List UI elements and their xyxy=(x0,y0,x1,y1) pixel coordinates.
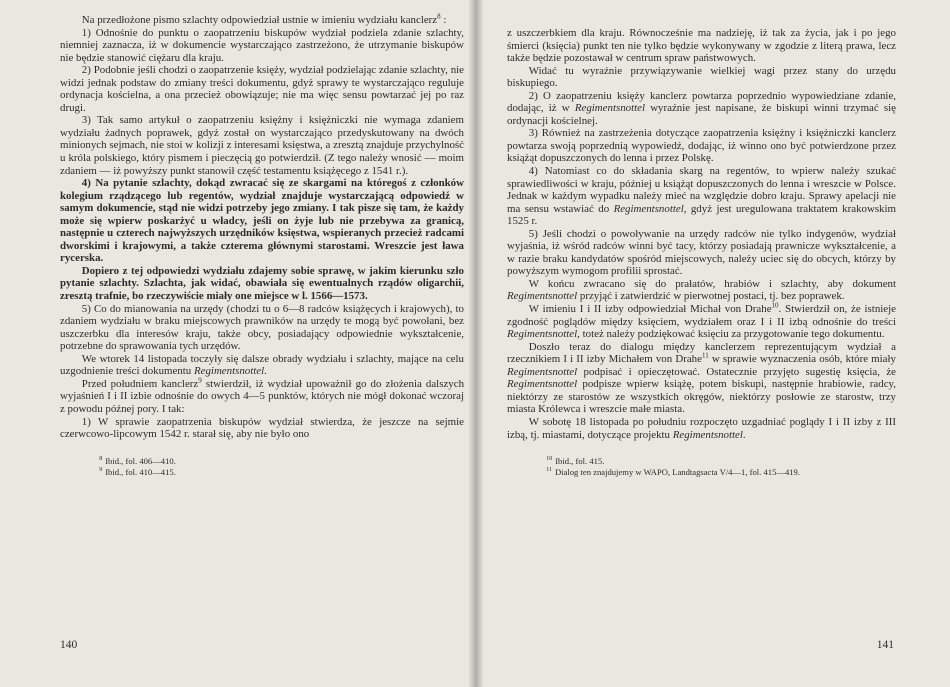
page-number: 141 xyxy=(876,639,894,651)
footnotes xyxy=(507,456,896,478)
paragraph: W imieniu I i II izby odpowiedział Michał von Drahe$^{10}$. Stwierdził on, że istnieje zgodność poglądów między księciem, wydziałem oraz I i II izbą odnośnie do treści Regimentsnottel, toteż należy podziękować księciu za przygotowanie tego dokumentu. xyxy=(507,301,896,341)
footnote-ref: 11 xyxy=(701,351,709,360)
paragraph: 4) Na pytanie szlachty, dokąd zwracać się ze skargami na któregoś z członków kolegium rządzącego lub regentów, wydział znajduje wystarczającą odpowiedź w samym dokumencie, stąd nie widzi potrzeby jego zmiany. I tak pisze się tam, że każdy może się wpierw poskarżyć u władcy, jeśli on żyje lub nie przebywa za granicą, następnie u czterech najwyższych urzędników księstwa, wspieranych przecież radcami dworskimi i krajowymi, a także czterema głównymi starostami. Wreszcie jest ława rycerska. xyxy=(60,177,464,265)
left-body-text xyxy=(60,14,464,441)
paragraph: W sobotę 18 listopada po południu rozpoczęto uzgadniać poglądy I i II izby z III izbą, tj. miastami, dotyczące projektu Regimentsnottel. xyxy=(507,415,896,441)
right-page xyxy=(476,0,950,687)
emphasis: Regimentsnottel xyxy=(613,202,684,215)
paragraph: 2) Podobnie jeśli chodzi o zaopatrzenie księży, wydział podzielając zdanie szlachty, nie widzi jednak podstaw do zmiany treści dokumentu, gdyż sprawy te wystarczająco reguluje ordynacja kościelna, a ona przecież obowiązuje; nie ma więc sensu powtarzać jej po raz drugi. xyxy=(60,64,464,114)
emphasis: Regimentsnottel xyxy=(574,102,646,115)
paragraph: 2) O zaopatrzeniu księży kanclerz powtarza poprzednio wypowiedziane zdanie, dodając, iż w Regimentsnottel wyraźnie jest napisane, że biskupi winni trzymać się ordynacji kościelnej. xyxy=(507,89,896,127)
footnote: $^{11}$ Dialog ten znajdujemy w WAPO, Landtagsacta V/4—1, fol. 415—419. xyxy=(546,467,801,478)
emphasis: Regimentsnottel xyxy=(507,365,578,378)
paragraph: Przed południem kanclerz$^9$ stwierdził, iż wydział upoważnił go do złożenia dalszych wyjaśnień I i II izbie odnośnie do owych 4—5 punktów, których nie mógł dokonać wczoraj z powodu późnej pory. I tak: xyxy=(60,376,465,415)
footnote: $^{10}$ Ibid., fol. 415. xyxy=(546,456,605,467)
paragraph: 3) Tak samo artykuł o zaopatrzeniu księżny i księżniczki nie wymaga zdaniem wydziału żadnych poprawek, gdyż został on wystarczająco przedyskutowany na dwóch minionych sejmach, nie stoi w kolizji z interesami księstwa, a zresztą znajduje przychylność u króla polskiego, który pismem i pieczęcią go potwierdził. (Z tego należy wnosić — moim zdaniem — iż powyższy punkt stanowił część testamentu książęcego z 1541 r.). xyxy=(60,114,464,177)
emphasis: Regimentsnottel xyxy=(507,290,578,303)
paragraph: Na przedłożone pismo szlachty odpowiedział ustnie w imieniu wydziału kanclerz$^8$ : xyxy=(81,12,447,26)
paragraph: Dopiero z tej odpowiedzi wydziału zdajemy sobie sprawę, w jakim kierunku szło pytanie szlachty. Szlachta, jak widać, obawiała się ewentualnych rządów oligarchii, zresztą trafnie, bo rzeczywiście miały one miejsce w l. 1566—1573. xyxy=(60,264,464,303)
paragraph: We wtorek 14 listopada toczyły się dalsze obrady wydziału i szlachty, mające na celu uzgodnienie treści dokumentu Regimentsnottel. xyxy=(60,352,464,378)
emphasis: Regimentsnottel xyxy=(507,378,578,391)
footnote-ref: 9 xyxy=(198,376,202,385)
right-body-text xyxy=(507,27,896,441)
paragraph: 5) Jeśli chodzi o powoływanie na urzędy radców nie tylko indygenów, wydział wyjaśnia, iż wśród radców winni być tacy, którzy posiadają prawnicze wykształcenie, a w razie braku kandydatów spośród miejscowych, należy uciec się do obcych, którzy by powyższym wymogom profilii sprostać. xyxy=(507,227,896,278)
emphasis: Regimentsnottel xyxy=(193,365,265,378)
footnote-ref: 8 xyxy=(437,12,441,21)
paragraph: Widać tu wyraźnie przywiązywanie wielkiej wagi przez stany do urzędu biskupiego. xyxy=(507,64,896,90)
footnote: $^9$ Ibid., fol. 410—415. xyxy=(99,466,176,477)
book-gutter xyxy=(468,0,484,687)
emphasis: Regimentsnottel xyxy=(507,328,578,341)
paragraph: Doszło teraz do dialogu między kanclerzem reprezentującym wydział a rzecznikiem I i II izby Michałem von Drahe$^{11}$ w sprawie wyznaczenia osób, które miały Regimentsnottel podpisać i opieczętować. Ostatecznie przyjęto sugestię księcia, że Regimentsnottel podpisze wpierw książę, potem biskupi, następnie hrabiowie, radcy, niektórzy ze starostów ze wszystkich okręgów, niektórzy posłowie ze starostw, trzy miasta Królewca i wreszcie małe miasta. xyxy=(507,340,896,416)
paragraph: 5) Co do mianowania na urzędy (chodzi tu o 6—8 radców książęcych i krajowych), to zdaniem wydziału w braku miejscowych prawników na urzędy te mogą być powołani, bez uszczerbku dla interesów kraju, także obcy, posiadający odpowiednie wykształcenie, potrzebne do sprawowania tych urzędów. xyxy=(60,302,464,353)
emphasis: Regimentsnottel xyxy=(672,428,743,441)
paragraph: 3) Również na zastrzeżenia dotyczące zaopatrzenia księżny i księżniczki kanclerz powtarza swoją poprzednią wypowiedź, dodając, iż winno ono być potwierdzone przez książąt dopuszczonych do lenna i przez Polskę. xyxy=(507,127,896,165)
page-number: 140 xyxy=(60,639,78,651)
paragraph: 1) Odnośnie do punktu o zaopatrzeniu biskupów wydział podziela zdanie szlachty, niemniej zaznacza, iż w dokumencie wystarczająco zastrzeżono, że utrzymanie biskupów nie będzie stanowić ciężaru dla kraju. xyxy=(60,26,464,64)
footnote-ref: 10 xyxy=(771,301,779,310)
paragraph: 1) W sprawie zaopatrzenia biskupów wydział stwierdza, że jeszcze na sejmie czerwcowo-lipcowym 1542 r. starał się, aby nie było ono xyxy=(60,415,464,441)
paragraph: W końcu zwracano się do prałatów, hrabiów i szlachty, aby dokument Regimentsnottel przyjąć i zatwierdzić w pierwotnej postaci, tj. bez poprawek. xyxy=(507,277,896,303)
paragraph: z uszczerbkiem dla kraju. Równocześnie ma nadzieję, iż tak za życia, jak i po jego śmierci (księcia) punkt ten nie tylko będzie wykonywany w zgodzie z literą prawa, lecz także będzie pozostawał w centrum spraw państwowych. xyxy=(507,27,896,65)
footnotes xyxy=(60,456,464,478)
footnote: $^8$ Ibid., fol. 406—410. xyxy=(99,455,176,466)
paragraph: 4) Natomiast co do składania skarg na regentów, to wpierw należy szukać sprawiedliwości w kraju, później u książąt dopuszczonych do lenna i wreszcie w Polsce. Jednak w każdym wypadku należy mieć na względzie dobro kraju. Sprawy apelacji nie ma sensu wstawiać do Regimentsnottel, gdyż jest uregulowana traktatem krakowskim 1525 r. xyxy=(507,165,897,228)
